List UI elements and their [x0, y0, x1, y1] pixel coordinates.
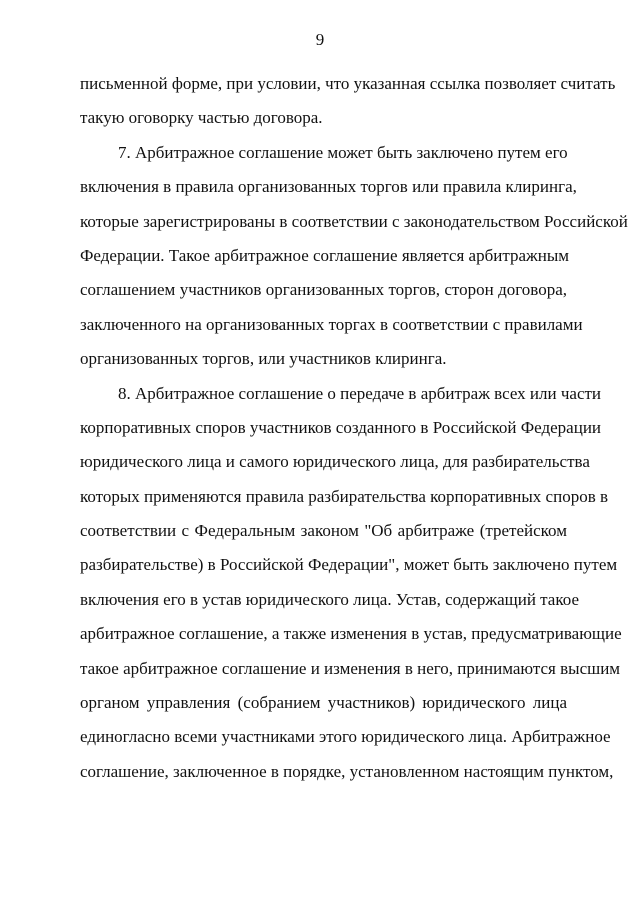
- text-line: организованных торгов, или участников клиринга.: [80, 349, 447, 369]
- text-line: включения в правила организованных торгов или правила клиринга,: [80, 177, 577, 197]
- text-line: 7. Арбитражное соглашение может быть заключено путем его: [118, 142, 568, 162]
- text-line: такое арбитражное соглашение и изменения в него, принимаются высшим: [80, 658, 621, 678]
- text-line: органом управления (собранием участников) юридического лица: [80, 693, 567, 713]
- text-line: включения его в устав юридического лица. Устав, содержащий такое: [80, 589, 579, 609]
- page-number: 9: [315, 30, 325, 49]
- paragraph-7: [80, 136, 628, 377]
- text-line: разбирательстве) в Российской Федерации", может быть заключено путем: [80, 555, 618, 575]
- text-line: которых применяются правила разбирательства корпоративных споров в: [80, 486, 609, 506]
- text-line: 8. Арбитражное соглашение о передаче в арбитраж всех или части: [118, 383, 602, 403]
- text-line: соглашение, заключенное в порядке, установленном настоящим пунктом,: [80, 761, 614, 781]
- text-line: корпоративных споров участников созданного в Российской Федерации: [80, 417, 602, 437]
- text-line: соответствии с Федеральным законом "Об арбитраже (третейском: [80, 521, 567, 541]
- text-line: арбитражное соглашение, а также изменения в устав, предусматривающие: [80, 624, 622, 644]
- text-line: которые зарегистрированы в соответствии с законодательством Российской: [80, 211, 628, 231]
- text-line: заключенного на организованных торгах в соответствии с правилами: [80, 314, 583, 334]
- text-line: юридического лица и самого юридического лица, для разбирательства: [80, 452, 590, 472]
- paragraph-8: [80, 377, 622, 790]
- text-line: Федерации. Такое арбитражное соглашение является арбитражным: [80, 245, 570, 265]
- paragraph-continuation: [80, 67, 616, 136]
- text-line: такую оговорку частью договора.: [80, 108, 323, 128]
- text-line: письменной форме, при условии, что указанная ссылка позволяет считать: [80, 74, 616, 93]
- text-line: соглашением участников организованных торгов, сторон договора,: [80, 280, 567, 300]
- document-body: [80, 67, 628, 789]
- text-line: единогласно всеми участниками этого юридического лица. Арбитражное: [80, 727, 611, 747]
